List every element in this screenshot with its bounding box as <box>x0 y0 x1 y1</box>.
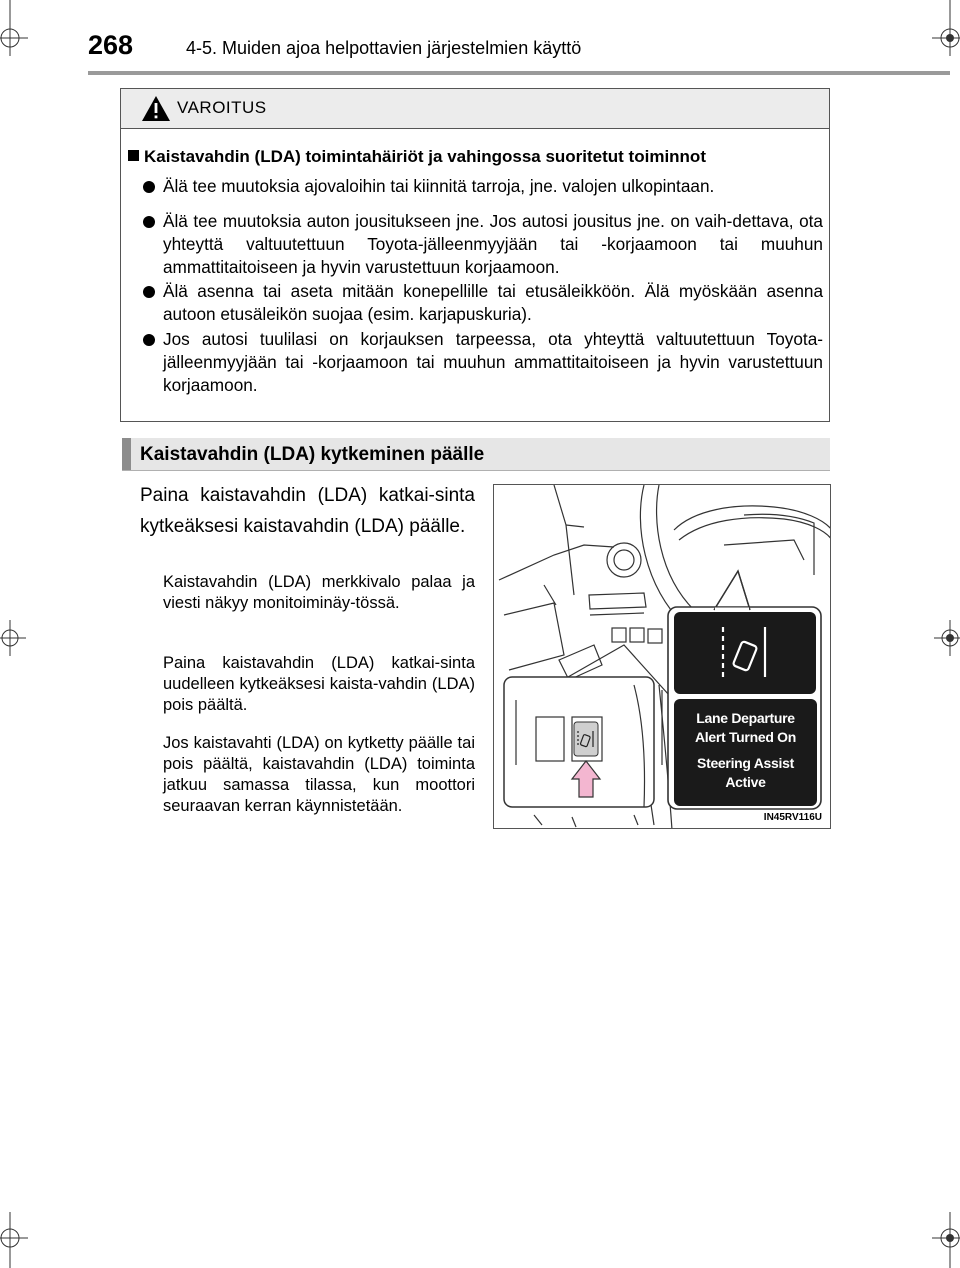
bullet-icon <box>143 334 155 346</box>
note: Jos kaistavahti (LDA) on kytketty päälle tai pois päältä, kaistavahdin (LDA) toiminta jatkuu samassa tilassa, kun moottori seuraavan kerran käynnistetään. <box>163 734 475 815</box>
crop-mark-bottom-right <box>930 1208 960 1268</box>
square-bullet-icon <box>128 150 139 161</box>
page-number: 268 <box>88 30 134 60</box>
warning-header <box>121 89 829 129</box>
dashboard-illustration <box>493 484 831 829</box>
warning-item: Älä tee muutoksia auton jousitukseen jne. Jos autosi jousitus jne. on vaih-dettava, ota yhteyttä valtuutettuun Toyota-jälleenmyyjään tai -korjaamoon tai muuhun ammattitaitoiseen ja hyvin varustettuun korjaamoon. <box>143 210 823 279</box>
warning-box <box>120 88 830 422</box>
crop-mark-mid-right <box>930 618 960 658</box>
crop-mark-mid-left <box>0 618 30 658</box>
crop-mark-bottom-left <box>0 1208 30 1268</box>
section-heading-label: Kaistavahdin (LDA) kytkeminen päälle <box>140 444 485 465</box>
note: Paina kaistavahdin (LDA) katkai-sinta uudelleen kytkeäksesi kaista-vahdin (LDA) pois päältä. <box>163 654 475 714</box>
main-instruction: Paina kaistavahdin (LDA) katkai-sinta kytkeäksesi kaistavahdin (LDA) päälle. <box>140 485 475 537</box>
header-rule <box>88 71 950 75</box>
bullet-icon <box>143 216 155 228</box>
display-message: Lane Departure Alert Turned On Steering Assist Active <box>674 699 817 806</box>
crop-mark-top-left <box>0 0 30 60</box>
warning-label: VAROITUS <box>177 98 267 117</box>
bullet-icon <box>143 181 155 193</box>
warning-item: Älä tee muutoksia ajovaloihin tai kiinnitä tarroja, jne. valojen ulkopintaan. <box>143 175 823 198</box>
warning-triangle-icon <box>141 95 171 127</box>
warning-subtitle-text: Kaistavahdin (LDA) toimintahäiriöt ja vahingossa suoritetut toiminnot <box>144 147 706 166</box>
illustration-code: IN45RV116U <box>763 812 822 823</box>
bullet-icon <box>143 286 155 298</box>
note: Kaistavahdin (LDA) merkkivalo palaa ja viesti näkyy monitoiminäy-tössä. <box>163 573 475 612</box>
crop-mark-top-right <box>930 0 960 60</box>
warning-subtitle <box>128 147 706 167</box>
warning-item: Jos autosi tuulilasi on korjauksen tarpeessa, ota yhteyttä valtuutettuun Toyota-jälleenmyyjään tai -korjaamoon tai muuhun ammattitaitoiseen ja hyvin varustettuun korjaamoon. <box>143 328 823 397</box>
chapter-title: 4-5. Muiden ajoa helpottavien järjestelmien käyttö <box>186 38 582 58</box>
section-heading-bar <box>122 438 131 470</box>
warning-item: Älä asenna tai aseta mitään konepellille tai etusäleikköön. Älä myöskään asenna autoon etusäleikön suojaa (esim. karjapuskuria). <box>143 280 823 326</box>
section-heading <box>122 438 830 471</box>
